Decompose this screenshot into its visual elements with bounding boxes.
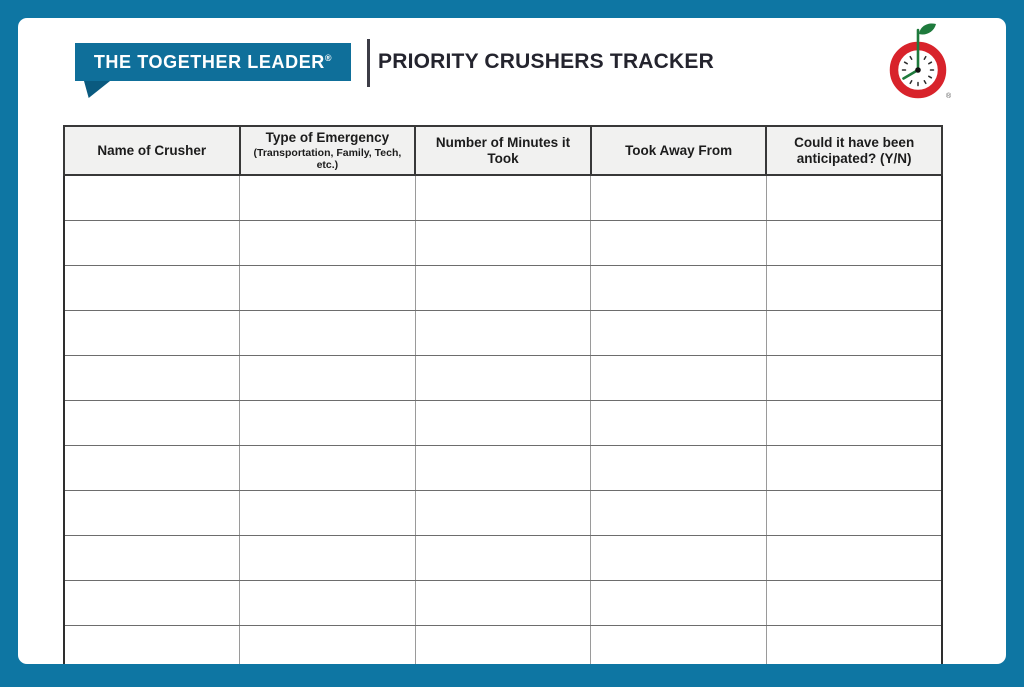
column-header xyxy=(240,126,416,175)
table-row xyxy=(64,355,942,400)
empty-cell xyxy=(766,535,942,580)
empty-cell xyxy=(766,445,942,490)
tomato-clock-icon xyxy=(884,21,954,103)
empty-cell xyxy=(766,400,942,445)
empty-cell xyxy=(591,490,767,535)
empty-cell xyxy=(240,490,416,535)
empty-cell xyxy=(415,490,591,535)
brand-badge xyxy=(75,43,351,81)
empty-cell xyxy=(64,400,240,445)
empty-cell xyxy=(64,625,240,664)
empty-cell xyxy=(591,445,767,490)
column-header xyxy=(766,126,942,175)
leaf-icon xyxy=(919,23,936,34)
empty-cell xyxy=(240,265,416,310)
empty-cell xyxy=(415,535,591,580)
table-body xyxy=(64,175,942,664)
empty-cell xyxy=(591,580,767,625)
empty-cell xyxy=(766,490,942,535)
table-row xyxy=(64,220,942,265)
empty-cell xyxy=(240,400,416,445)
empty-cell xyxy=(766,310,942,355)
priority-crushers-table xyxy=(63,125,943,664)
column-header-label: Type of Emergency xyxy=(265,130,390,145)
column-header xyxy=(415,126,591,175)
table-row xyxy=(64,445,942,490)
empty-cell xyxy=(64,580,240,625)
empty-cell xyxy=(766,580,942,625)
empty-cell xyxy=(64,265,240,310)
column-header-label: Name of Crusher xyxy=(97,142,207,158)
empty-cell xyxy=(766,265,942,310)
header xyxy=(18,18,1006,125)
table-row xyxy=(64,265,942,310)
empty-cell xyxy=(591,310,767,355)
empty-cell xyxy=(766,355,942,400)
table-row xyxy=(64,580,942,625)
empty-cell xyxy=(415,400,591,445)
empty-cell xyxy=(64,355,240,400)
empty-cell xyxy=(240,445,416,490)
table-row xyxy=(64,310,942,355)
logo-registered-mark: ® xyxy=(946,93,952,100)
column-header-note: (Transportation, Family, Tech, etc.) xyxy=(253,146,402,171)
empty-cell xyxy=(591,175,767,220)
table-header-row xyxy=(64,126,942,175)
worksheet-page xyxy=(18,18,1006,664)
empty-cell xyxy=(591,220,767,265)
empty-cell xyxy=(415,625,591,664)
column-header xyxy=(64,126,240,175)
column-header-label: Took Away From xyxy=(625,142,733,158)
empty-cell xyxy=(591,355,767,400)
table-row xyxy=(64,535,942,580)
empty-cell xyxy=(415,220,591,265)
empty-cell xyxy=(415,265,591,310)
empty-cell xyxy=(64,445,240,490)
table-row xyxy=(64,625,942,664)
column-header-label: Could it have been anticipated? (Y/N) xyxy=(794,134,915,166)
empty-cell xyxy=(766,625,942,664)
empty-cell xyxy=(415,580,591,625)
empty-cell xyxy=(591,400,767,445)
empty-cell xyxy=(64,535,240,580)
empty-cell xyxy=(240,310,416,355)
table-row xyxy=(64,490,942,535)
empty-cell xyxy=(240,535,416,580)
empty-cell xyxy=(766,220,942,265)
empty-cell xyxy=(240,220,416,265)
brand-badge-label: THE TOGETHER LEADER® xyxy=(93,51,333,72)
table-header xyxy=(64,126,942,175)
empty-cell xyxy=(415,445,591,490)
table-row xyxy=(64,175,942,220)
empty-cell xyxy=(240,580,416,625)
empty-cell xyxy=(591,535,767,580)
empty-cell xyxy=(591,265,767,310)
empty-cell xyxy=(240,355,416,400)
page-title: PRIORITY CRUSHERS TRACKER xyxy=(378,50,714,73)
clock-center-dot xyxy=(915,67,921,73)
column-header-label: Number of Minutes it Took xyxy=(435,134,571,166)
empty-cell xyxy=(415,175,591,220)
empty-cell xyxy=(240,625,416,664)
empty-cell xyxy=(64,490,240,535)
empty-cell xyxy=(240,175,416,220)
empty-cell xyxy=(64,220,240,265)
empty-cell xyxy=(591,625,767,664)
empty-cell xyxy=(766,175,942,220)
empty-cell xyxy=(64,175,240,220)
brand-badge-tail xyxy=(84,81,110,98)
column-header xyxy=(591,126,767,175)
registered-mark: ® xyxy=(324,52,333,63)
header-divider xyxy=(367,39,370,87)
empty-cell xyxy=(415,310,591,355)
table-row xyxy=(64,400,942,445)
empty-cell xyxy=(64,310,240,355)
empty-cell xyxy=(415,355,591,400)
